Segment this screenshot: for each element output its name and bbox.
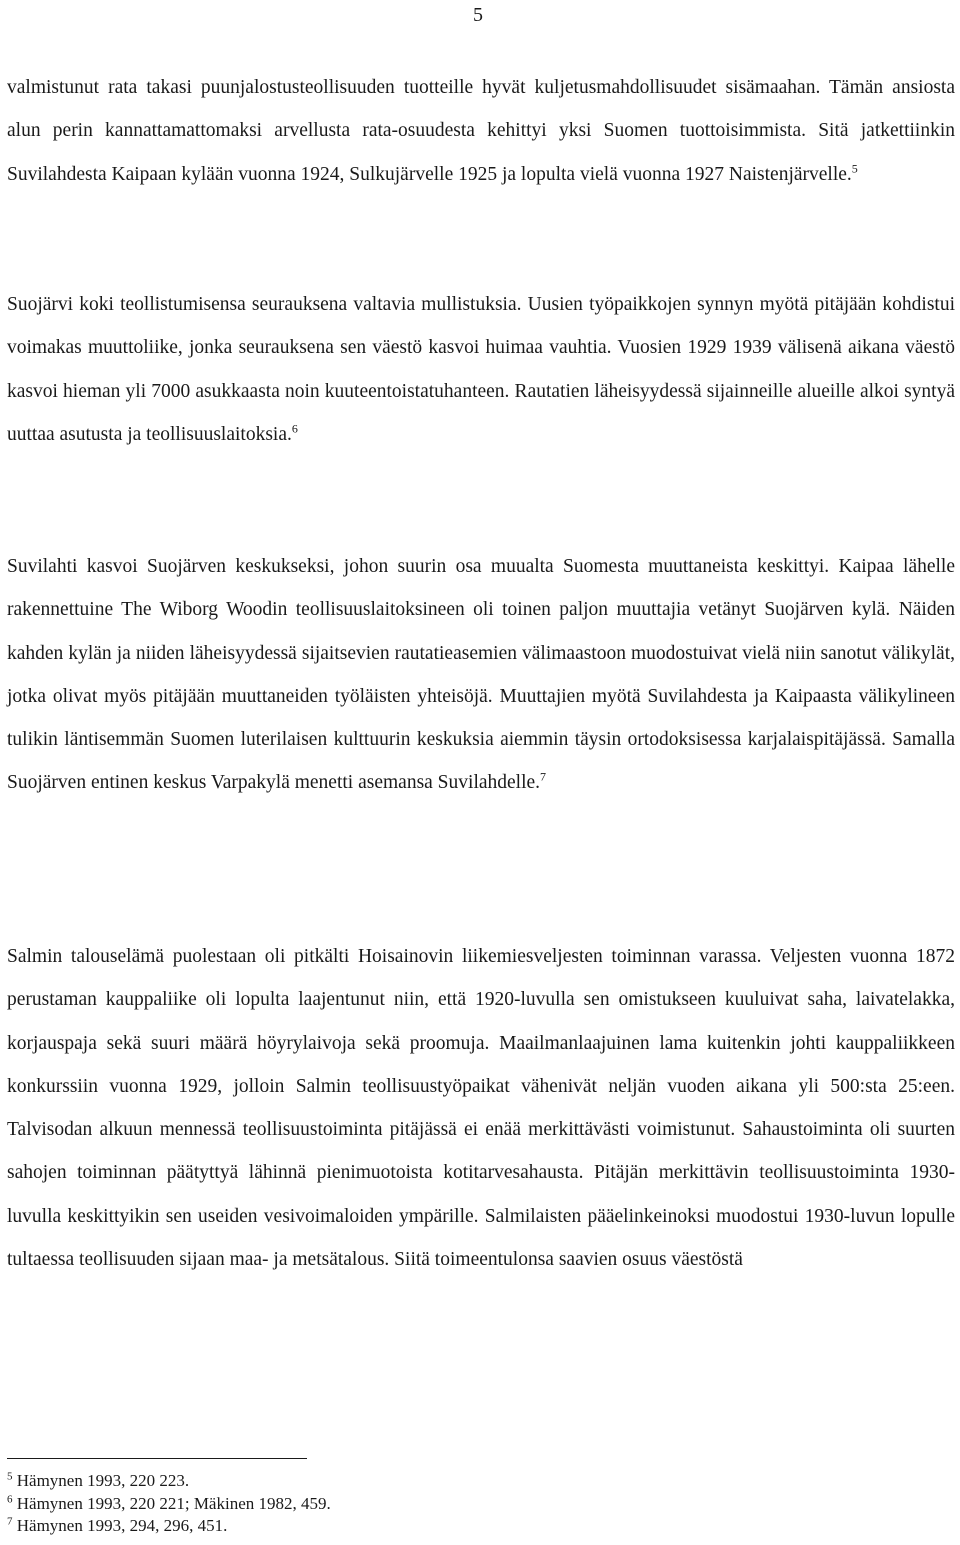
paragraph-text: Salmin talouselämä puolestaan oli pitkälti Hoisainovin liikemiesveljesten toiminnan varassa. Veljesten vuonna 1872 perustaman kauppaliike oli lopulta laajentunut niin, että 1920-luvulla sen omistukseen kuuluivat saha, laivatelakka, korjauspaja sekä suuri määrä höyrylaivoja sekä proomuja. Maailmanlaajuinen lama kuitenkin johti kauppaliikkeen konkurssiin vuonna 1929, jolloin Salmin teollisuustyöpaikat vähenivät neljän vuoden aikana yli 500:sta 25:een. Talvisodan alkuun mennessä teollisuustoiminta pitäjässä ei enää merkittävästi voimistunut. Sahaustoiminta oli suurten sahojen toiminnan päätyttyä lähinnä pienimuotoista kotitarvesahausta. Pitäjän merkittävin teollisuustoiminta 1930-luvulla keskittyikin sen useiden vesivoimaloiden ympärille. Salmilaisten pääelinkeinoksi muodostui 1930-luvun lopulle tultaessa teollisuuden sijaan maa- ja metsätalous. Siitä toimeentulonsa saavien osuus väestöstä [7,946,955,1271]
footnote-text: Hämynen 1993, 220 221; Mäkinen 1982, 459. [12,1493,331,1513]
paragraph-text: Suvilahti kasvoi Suojärven keskukseksi, johon suurin osa muualta Suomesta muuttaneista keskittyi. Kaipaa lähelle rakennettuine The Wiborg Woodin teollisuuslaitoksineen oli toinen paljon muuttajia vetänyt Suojärven kylä. Näiden kahden kylän ja niiden läheisyydessä sijaitsevien rautatieasemien välimaastoon muodostuivat vielä niin sanotut välikylät, jotka olivat myös pitäjään muuttaneiden työläisten yhteisöjä. Muuttajien myötä Suvilahdesta ja Kaipaasta välikylineen tulikin läntisemmän Suomen luterilaisen kulttuurin keskuksia aiemmin täysin ortodoksisessa karjalaispitäjässä. Samalla Suojärven entinen keskus Varpakylä menetti asemansa Suvilahdelle. [7,556,955,794]
footnote-number: 6 [7,1492,13,1505]
footnote-number: 7 [7,1515,13,1528]
footnotes [7,1470,707,1538]
footnote-number: 5 [7,1470,13,1483]
footnote-reference[interactable]: 6 [291,421,298,436]
footnote-divider [7,1458,307,1459]
paragraph [7,283,955,456]
footnote [7,1493,707,1516]
page-number: 5 [473,4,483,26]
footnote [7,1515,707,1538]
paragraph-text: Suojärvi koki teollistumisensa seurauksena valtavia mullistuksia. Uusien työpaikkojen synnyn myötä pitäjään kohdistui voimakas muuttoliike, jonka seurauksena sen väestö kasvoi huimaa vauhtia. Vuosien 1929 1939 välisenä aikana väestö kasvoi hieman yli 7000 asukkaasta noin kuuteentoistatuhanteen. Rautatien läheisyydessä sijainneille alueille alkoi syntyä uuttaa asutusta ja teollisuuslaitoksia. [7,294,955,445]
footnote-reference[interactable]: 7 [540,769,547,784]
paragraph [7,545,955,805]
footnote-reference[interactable]: 5 [851,161,858,176]
footnote-text: Hämynen 1993, 294, 296, 451. [12,1516,228,1535]
paragraph-text: valmistunut rata takasi puunjalostusteollisuuden tuotteille hyvät kuljetusmahdollisuudet sisämaahan. Tämän ansiosta alun perin kannattamattomaksi arvellusta rata-osuudesta kehittyi yksi Suomen tuottoisimmista. Sitä jatkettiinkin Suvilahdesta Kaipaan kylään vuonna 1924, Sulkujärvelle 1925 ja lopulta vielä vuonna 1927 Naistenjärvelle. [7,77,955,185]
footnote-text: Hämynen 1993, 220 223. [12,1471,190,1490]
paragraph [7,935,955,1281]
paragraph [7,66,955,196]
footnote [7,1470,707,1493]
